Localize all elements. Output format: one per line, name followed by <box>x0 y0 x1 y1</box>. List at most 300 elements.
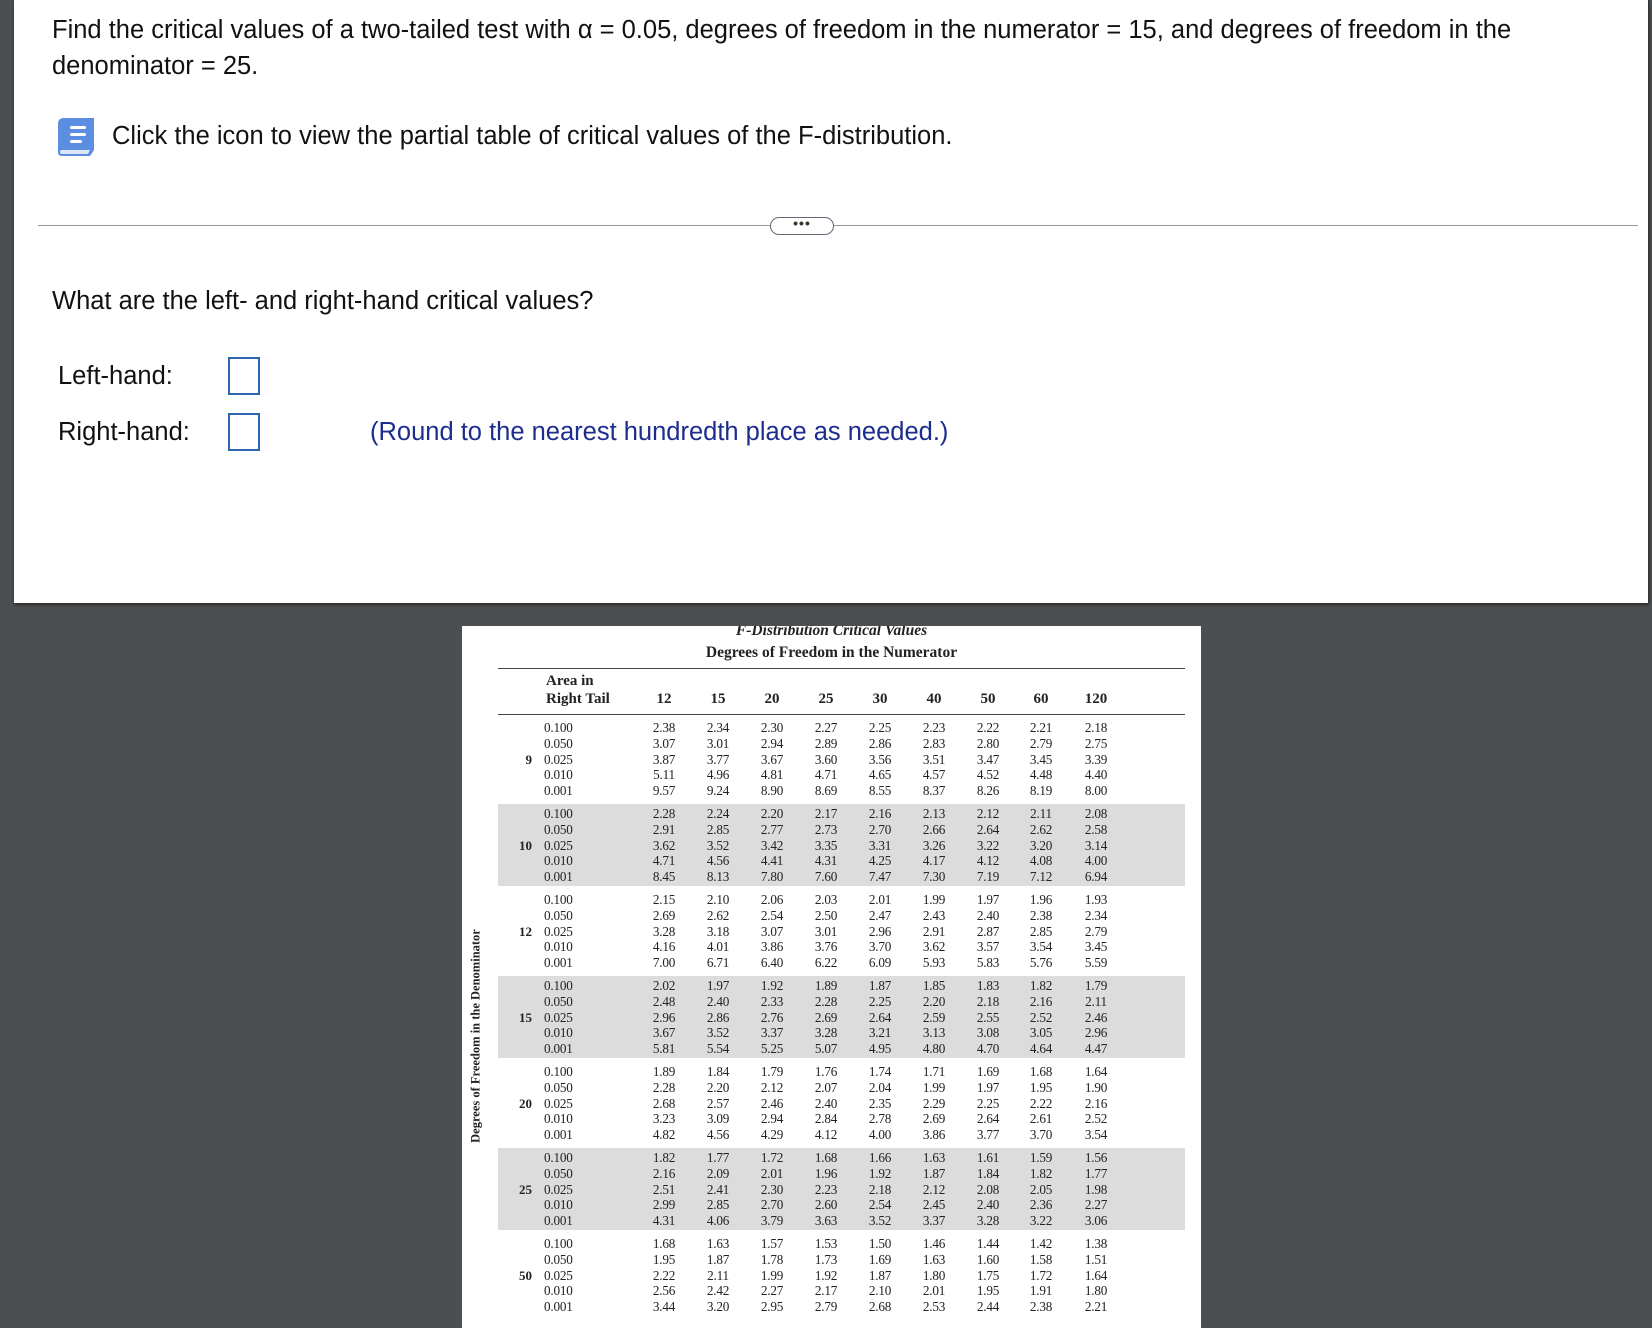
critical-value-cell: 1.85 <box>922 978 946 993</box>
value-column <box>1019 1236 1063 1315</box>
header-rule-top <box>498 668 1185 669</box>
critical-value-cell: 3.76 <box>814 939 838 955</box>
critical-value-cell: 1.80 <box>922 1267 946 1283</box>
critical-value-cell: 1.87 <box>922 1165 946 1181</box>
area-value: 0.001 <box>544 1127 573 1143</box>
critical-value-cell: 3.01 <box>706 735 730 751</box>
critical-value-cell: 1.99 <box>922 1079 946 1095</box>
numerator-df-header: 12 <box>656 691 672 707</box>
value-column <box>642 978 686 1057</box>
critical-value-cell: 2.20 <box>706 1079 730 1095</box>
critical-value-cell: 4.56 <box>706 853 730 869</box>
value-column <box>696 1236 740 1315</box>
critical-value-cell: 3.67 <box>760 751 784 767</box>
value-column <box>966 1236 1010 1315</box>
value-column <box>1019 1150 1063 1229</box>
critical-value-cell: 2.47 <box>868 907 892 923</box>
value-column <box>750 892 794 971</box>
critical-value-cell: 2.23 <box>814 1181 838 1197</box>
critical-value-cell: 1.68 <box>652 1236 676 1251</box>
critical-value-cell: 2.80 <box>976 735 1000 751</box>
critical-value-cell: 4.56 <box>706 1127 730 1143</box>
denominator-df-label: 15 <box>519 1009 532 1025</box>
critical-value-cell: 2.57 <box>706 1095 730 1111</box>
critical-value-cell: 3.62 <box>652 837 676 853</box>
numerator-df-header: 60 <box>1033 691 1049 707</box>
critical-value-cell: 2.43 <box>922 907 946 923</box>
critical-value-cell: 1.72 <box>760 1150 784 1165</box>
critical-value-cell: 2.17 <box>814 1283 838 1299</box>
critical-value-cell: 1.56 <box>1084 1150 1108 1165</box>
critical-value-cell: 1.59 <box>1029 1150 1053 1165</box>
value-column <box>912 1150 956 1229</box>
area-value: 0.001 <box>544 869 573 885</box>
value-column <box>696 978 740 1057</box>
critical-value-cell: 3.62 <box>922 939 946 955</box>
critical-value-cell: 3.39 <box>1084 751 1108 767</box>
critical-value-cell: 2.25 <box>868 993 892 1009</box>
area-value: 0.025 <box>544 923 573 939</box>
critical-value-cell: 3.45 <box>1084 939 1108 955</box>
critical-value-cell: 2.22 <box>976 720 1000 735</box>
value-column <box>696 892 740 971</box>
critical-value-cell: 1.84 <box>706 1064 730 1079</box>
divider <box>38 225 1638 226</box>
critical-value-cell: 3.07 <box>760 923 784 939</box>
value-column <box>642 892 686 971</box>
critical-value-cell: 4.40 <box>1084 767 1108 783</box>
critical-value-cell: 4.71 <box>814 767 838 783</box>
critical-value-cell: 4.47 <box>1084 1041 1108 1057</box>
critical-value-cell: 2.30 <box>760 720 784 735</box>
critical-value-cell: 2.53 <box>922 1299 946 1315</box>
critical-value-cell: 7.60 <box>814 869 838 885</box>
critical-value-cell: 3.07 <box>652 735 676 751</box>
value-column <box>912 892 956 971</box>
critical-value-cell: 1.80 <box>1084 1283 1108 1299</box>
critical-value-cell: 2.05 <box>1029 1181 1053 1197</box>
critical-value-cell: 2.13 <box>922 806 946 821</box>
area-header-line2: Right Tail <box>546 691 610 707</box>
question-panel <box>14 0 1649 603</box>
critical-value-cell: 3.20 <box>706 1299 730 1315</box>
left-hand-input[interactable] <box>228 357 260 395</box>
critical-value-cell: 1.69 <box>868 1251 892 1267</box>
critical-value-cell: 2.54 <box>760 907 784 923</box>
critical-value-cell: 1.46 <box>922 1236 946 1251</box>
value-column <box>858 1236 902 1315</box>
critical-value-cell: 2.03 <box>814 892 838 907</box>
critical-value-cell: 3.51 <box>922 751 946 767</box>
value-column <box>858 806 902 885</box>
table-subtitle: Degrees of Freedom in the Numerator <box>705 644 958 661</box>
area-value: 0.025 <box>544 751 573 767</box>
critical-value-cell: 1.38 <box>1084 1236 1108 1251</box>
critical-value-cell: 9.57 <box>652 783 676 799</box>
critical-value-cell: 1.87 <box>706 1251 730 1267</box>
critical-value-cell: 5.07 <box>814 1041 838 1057</box>
critical-value-cell: 2.59 <box>922 1009 946 1025</box>
value-column <box>642 1150 686 1229</box>
critical-value-cell: 3.18 <box>706 923 730 939</box>
critical-value-cell: 3.70 <box>868 939 892 955</box>
critical-value-cell: 5.83 <box>976 955 1000 971</box>
critical-value-cell: 2.55 <box>976 1009 1000 1025</box>
value-column <box>966 720 1010 799</box>
critical-value-cell: 3.09 <box>706 1111 730 1127</box>
critical-value-cell: 8.13 <box>706 869 730 885</box>
critical-value-cell: 1.77 <box>706 1150 730 1165</box>
value-column <box>804 892 848 971</box>
critical-value-cell: 4.80 <box>922 1041 946 1057</box>
value-column <box>750 1064 794 1143</box>
critical-value-cell: 2.36 <box>1029 1197 1053 1213</box>
critical-value-cell: 2.18 <box>976 993 1000 1009</box>
critical-value-cell: 2.79 <box>1029 735 1053 751</box>
critical-value-cell: 2.34 <box>1084 907 1108 923</box>
critical-value-cell: 1.96 <box>1029 892 1053 907</box>
critical-value-cell: 4.57 <box>922 767 946 783</box>
critical-value-cell: 3.54 <box>1084 1127 1108 1143</box>
area-value: 0.025 <box>544 1267 573 1283</box>
critical-value-cell: 1.99 <box>922 892 946 907</box>
critical-value-cell: 1.50 <box>868 1236 892 1251</box>
critical-value-cell: 4.16 <box>652 939 676 955</box>
value-column <box>804 1236 848 1315</box>
critical-value-cell: 4.82 <box>652 1127 676 1143</box>
critical-value-cell: 2.87 <box>976 923 1000 939</box>
critical-value-cell: 7.47 <box>868 869 892 885</box>
critical-value-cell: 2.85 <box>706 1197 730 1213</box>
critical-value-cell: 5.59 <box>1084 955 1108 971</box>
critical-value-cell: 3.26 <box>922 837 946 853</box>
critical-value-cell: 2.35 <box>868 1095 892 1111</box>
critical-value-cell: 3.45 <box>1029 751 1053 767</box>
critical-value-cell: 3.22 <box>1029 1213 1053 1229</box>
critical-value-cell: 3.86 <box>760 939 784 955</box>
critical-value-cell: 2.38 <box>1029 907 1053 923</box>
area-value: 0.100 <box>544 1150 573 1165</box>
critical-value-cell: 4.95 <box>868 1041 892 1057</box>
numerator-df-header: 20 <box>764 691 780 707</box>
critical-value-cell: 2.25 <box>976 1095 1000 1111</box>
critical-value-cell: 3.79 <box>760 1213 784 1229</box>
denominator-df-label: 20 <box>519 1095 532 1111</box>
critical-value-cell: 1.69 <box>976 1064 1000 1079</box>
book-icon[interactable] <box>54 114 98 160</box>
table-link-text[interactable]: Click the icon to view the partial table of critical values of the F-distribution. <box>112 122 953 150</box>
critical-value-cell: 8.37 <box>922 783 946 799</box>
critical-value-cell: 2.78 <box>868 1111 892 1127</box>
critical-value-cell: 2.12 <box>922 1181 946 1197</box>
critical-value-cell: 2.44 <box>976 1299 1000 1315</box>
left-hand-label: Left-hand: <box>58 362 173 390</box>
right-hand-input[interactable] <box>228 413 260 451</box>
critical-value-cell: 4.08 <box>1029 853 1053 869</box>
area-column <box>544 1150 573 1229</box>
critical-value-cell: 3.08 <box>976 1025 1000 1041</box>
critical-value-cell: 1.63 <box>922 1150 946 1165</box>
critical-value-cell: 7.00 <box>652 955 676 971</box>
critical-value-cell: 2.01 <box>760 1165 784 1181</box>
critical-value-cell: 2.11 <box>1030 806 1052 821</box>
value-column <box>804 720 848 799</box>
area-header-line1: Area in <box>546 673 594 689</box>
critical-value-cell: 2.96 <box>868 923 892 939</box>
area-value: 0.001 <box>544 1041 573 1057</box>
critical-value-cell: 3.52 <box>706 1025 730 1041</box>
critical-value-cell: 2.28 <box>814 993 838 1009</box>
critical-value-cell: 2.16 <box>1084 1095 1108 1111</box>
area-value: 0.100 <box>544 978 573 993</box>
critical-value-cell: 1.60 <box>976 1251 1000 1267</box>
critical-value-cell: 2.29 <box>922 1095 946 1111</box>
value-column <box>966 1064 1010 1143</box>
critical-value-cell: 2.40 <box>706 993 730 1009</box>
critical-value-cell: 2.91 <box>922 923 946 939</box>
critical-value-cell: 2.86 <box>706 1009 730 1025</box>
critical-value-cell: 1.53 <box>814 1236 838 1251</box>
critical-value-cell: 3.63 <box>814 1213 838 1229</box>
critical-value-cell: 2.64 <box>976 821 1000 837</box>
critical-value-cell: 3.42 <box>760 837 784 853</box>
critical-value-cell: 1.68 <box>1029 1064 1053 1079</box>
critical-value-cell: 2.76 <box>760 1009 784 1025</box>
critical-value-cell: 2.64 <box>868 1009 892 1025</box>
critical-value-cell: 2.12 <box>760 1079 784 1095</box>
numerator-df-header: 25 <box>818 691 834 707</box>
critical-value-cell: 1.82 <box>1029 1165 1053 1181</box>
value-column <box>858 1150 902 1229</box>
critical-value-cell: 1.83 <box>976 978 1000 993</box>
value-column <box>966 806 1010 885</box>
denominator-df-label: 10 <box>519 837 532 853</box>
critical-value-cell: 3.28 <box>814 1025 838 1041</box>
area-value: 0.100 <box>544 720 573 735</box>
value-column <box>750 720 794 799</box>
critical-value-cell: 1.95 <box>652 1251 676 1267</box>
critical-value-cell: 5.25 <box>760 1041 784 1057</box>
critical-value-cell: 2.01 <box>922 1283 946 1299</box>
critical-value-cell: 3.67 <box>652 1025 676 1041</box>
critical-value-cell: 2.28 <box>652 806 676 821</box>
critical-value-cell: 1.92 <box>814 1267 838 1283</box>
critical-value-cell: 2.51 <box>652 1181 676 1197</box>
critical-value-cell: 1.58 <box>1029 1251 1053 1267</box>
expand-button[interactable]: ••• <box>770 217 834 235</box>
critical-value-cell: 2.17 <box>814 806 838 821</box>
area-value: 0.010 <box>544 767 573 783</box>
critical-value-cell: 2.08 <box>1084 806 1108 821</box>
area-value: 0.001 <box>544 1299 573 1315</box>
critical-value-cell: 2.52 <box>1084 1111 1108 1127</box>
table-link[interactable] <box>54 114 98 160</box>
critical-value-cell: 1.63 <box>922 1251 946 1267</box>
area-value: 0.025 <box>544 1095 573 1111</box>
value-column <box>642 1236 686 1315</box>
area-value: 0.025 <box>544 1009 573 1025</box>
critical-value-cell: 2.40 <box>814 1095 838 1111</box>
critical-value-cell: 3.31 <box>868 837 892 853</box>
denominator-side-label-text: Degrees of Freedom in the Denominator <box>468 929 483 1143</box>
critical-value-cell: 4.48 <box>1029 767 1053 783</box>
critical-value-cell: 3.13 <box>922 1025 946 1041</box>
critical-value-cell: 3.54 <box>1029 939 1053 955</box>
critical-value-cell: 2.95 <box>760 1299 784 1315</box>
area-value: 0.100 <box>544 892 573 907</box>
value-column <box>642 1064 686 1143</box>
critical-value-cell: 2.73 <box>814 821 838 837</box>
critical-value-cell: 1.84 <box>976 1165 1000 1181</box>
f-distribution-table <box>462 626 1201 1328</box>
critical-value-cell: 1.89 <box>652 1064 676 1079</box>
critical-value-cell: 1.42 <box>1029 1236 1053 1251</box>
answer-prompt: What are the left- and right-hand critical values? <box>52 287 594 315</box>
critical-value-cell: 2.27 <box>1084 1197 1108 1213</box>
area-value: 0.001 <box>544 955 573 971</box>
critical-value-cell: 1.64 <box>1084 1064 1108 1079</box>
critical-value-cell: 2.70 <box>868 821 892 837</box>
critical-value-cell: 5.11 <box>653 767 675 783</box>
right-hand-label: Right-hand: <box>58 418 190 446</box>
critical-value-cell: 2.22 <box>1029 1095 1053 1111</box>
critical-value-cell: 1.97 <box>706 978 730 993</box>
value-column <box>696 1150 740 1229</box>
critical-value-cell: 2.54 <box>868 1197 892 1213</box>
critical-value-cell: 3.56 <box>868 751 892 767</box>
critical-value-cell: 2.46 <box>1084 1009 1108 1025</box>
denominator-df-label: 50 <box>519 1267 532 1283</box>
critical-value-cell: 1.87 <box>868 978 892 993</box>
numerator-df-header: 120 <box>1084 691 1108 707</box>
denominator-df-label: 9 <box>525 751 532 767</box>
critical-value-cell: 2.21 <box>1084 1299 1108 1315</box>
critical-value-cell: 1.95 <box>1029 1079 1053 1095</box>
critical-value-cell: 2.56 <box>652 1283 676 1299</box>
critical-value-cell: 6.09 <box>868 955 892 971</box>
critical-value-cell: 1.99 <box>760 1267 784 1283</box>
critical-value-cell: 8.26 <box>976 783 1000 799</box>
value-column <box>966 892 1010 971</box>
critical-value-cell: 2.27 <box>760 1283 784 1299</box>
area-value: 0.025 <box>544 1181 573 1197</box>
critical-value-cell: 3.28 <box>976 1213 1000 1229</box>
critical-value-cell: 2.96 <box>652 1009 676 1025</box>
critical-value-cell: 2.38 <box>1029 1299 1053 1315</box>
value-column <box>804 978 848 1057</box>
critical-value-cell: 5.76 <box>1029 955 1053 971</box>
value-column <box>912 978 956 1057</box>
critical-value-cell: 1.92 <box>868 1165 892 1181</box>
critical-value-cell: 4.06 <box>706 1213 730 1229</box>
critical-value-cell: 2.94 <box>760 735 784 751</box>
value-column <box>696 1064 740 1143</box>
critical-value-cell: 2.18 <box>1084 720 1108 735</box>
critical-value-cell: 4.12 <box>814 1127 838 1143</box>
value-column <box>804 1150 848 1229</box>
value-column <box>750 806 794 885</box>
critical-value-cell: 3.87 <box>652 751 676 767</box>
critical-value-cell: 1.68 <box>814 1150 838 1165</box>
critical-value-cell: 2.83 <box>922 735 946 751</box>
value-column <box>804 1064 848 1143</box>
critical-value-cell: 4.52 <box>976 767 1000 783</box>
critical-value-cell: 3.86 <box>922 1127 946 1143</box>
critical-value-cell: 1.79 <box>1084 978 1108 993</box>
critical-value-cell: 5.54 <box>706 1041 730 1057</box>
area-value: 0.100 <box>544 1064 573 1079</box>
critical-value-cell: 3.70 <box>1029 1127 1053 1143</box>
critical-value-cell: 1.79 <box>760 1064 784 1079</box>
critical-value-cell: 8.45 <box>652 869 676 885</box>
critical-value-cell: 3.06 <box>1084 1213 1108 1229</box>
critical-value-cell: 3.37 <box>922 1213 946 1229</box>
area-value: 0.010 <box>544 1197 573 1213</box>
critical-value-cell: 2.08 <box>976 1181 1000 1197</box>
area-value: 0.010 <box>544 1025 573 1041</box>
critical-value-cell: 2.48 <box>652 993 676 1009</box>
critical-value-cell: 2.69 <box>652 907 676 923</box>
value-column <box>858 892 902 971</box>
critical-value-cell: 2.91 <box>652 821 676 837</box>
value-column <box>1074 978 1118 1057</box>
critical-value-cell: 1.97 <box>976 1079 1000 1095</box>
critical-value-cell: 9.24 <box>706 783 730 799</box>
critical-value-cell: 1.66 <box>868 1150 892 1165</box>
area-value: 0.010 <box>544 1111 573 1127</box>
critical-value-cell: 2.61 <box>1029 1111 1053 1127</box>
critical-value-cell: 2.64 <box>976 1111 1000 1127</box>
critical-value-cell: 2.16 <box>652 1165 676 1181</box>
critical-value-cell: 3.28 <box>652 923 676 939</box>
critical-value-cell: 2.21 <box>1029 720 1053 735</box>
critical-value-cell: 1.87 <box>868 1267 892 1283</box>
critical-value-cell: 2.12 <box>976 806 1000 821</box>
critical-value-cell: 2.04 <box>868 1079 892 1095</box>
area-column <box>544 978 573 1057</box>
critical-value-cell: 2.20 <box>922 993 946 1009</box>
critical-value-cell: 3.47 <box>976 751 1000 767</box>
critical-value-cell: 2.79 <box>814 1299 838 1315</box>
critical-value-cell: 3.77 <box>976 1127 1000 1143</box>
critical-value-cell: 2.69 <box>814 1009 838 1025</box>
value-column <box>642 806 686 885</box>
critical-value-cell: 4.96 <box>706 767 730 783</box>
critical-value-cell: 2.62 <box>706 907 730 923</box>
critical-value-cell: 1.73 <box>814 1251 838 1267</box>
critical-value-cell: 8.55 <box>868 783 892 799</box>
critical-value-cell: 3.60 <box>814 751 838 767</box>
critical-value-cell: 2.38 <box>652 720 676 735</box>
critical-value-cell: 1.44 <box>976 1236 1000 1251</box>
table-title: F-Distribution Critical Values <box>735 626 928 639</box>
critical-value-cell: 1.82 <box>1029 978 1053 993</box>
area-column <box>544 892 573 971</box>
value-column <box>750 1150 794 1229</box>
critical-value-cell: 2.50 <box>814 907 838 923</box>
critical-value-cell: 2.52 <box>1029 1009 1053 1025</box>
critical-value-cell: 2.33 <box>760 993 784 1009</box>
value-column <box>1019 978 1063 1057</box>
critical-value-cell: 2.27 <box>814 720 838 735</box>
denominator-side-label <box>466 766 486 1306</box>
critical-value-cell: 2.07 <box>814 1079 838 1095</box>
area-column <box>544 806 573 885</box>
critical-value-cell: 8.19 <box>1029 783 1053 799</box>
critical-value-cell: 2.30 <box>760 1181 784 1197</box>
value-column <box>696 720 740 799</box>
area-value: 0.050 <box>544 735 573 751</box>
